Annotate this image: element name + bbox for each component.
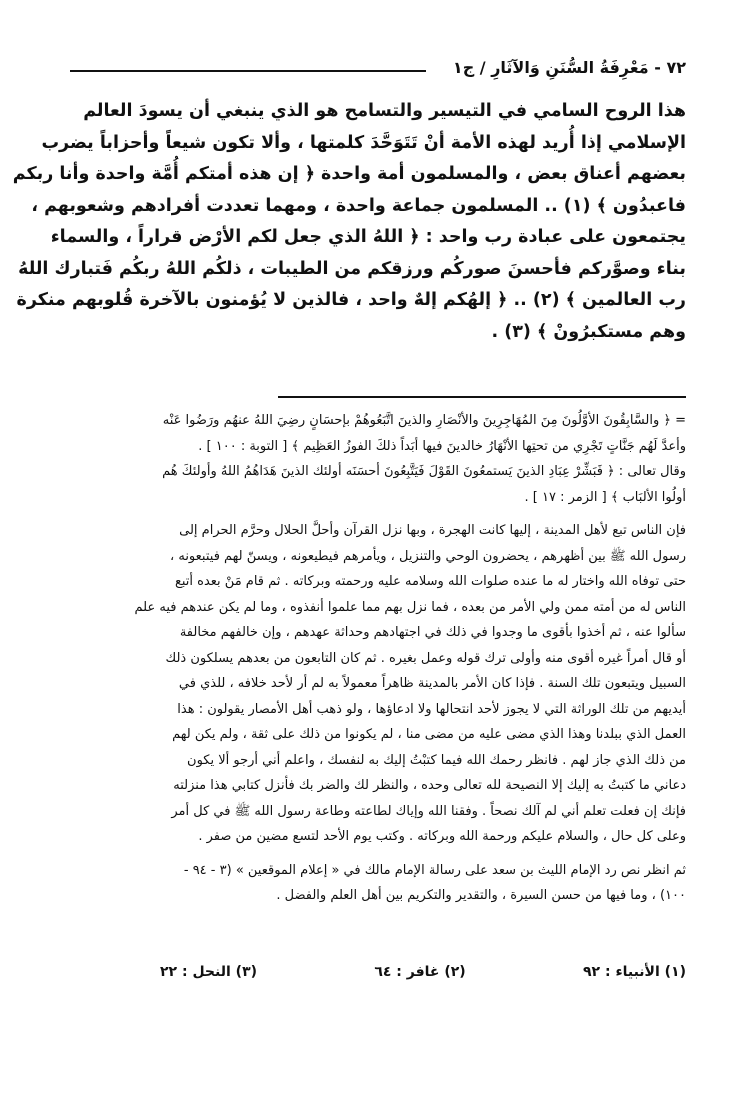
header-title: ٧٢ - مَعْرِفَةُ السُّنَنِ وَالآثَارِ / ج١ <box>452 58 686 77</box>
footnote-line: وعلى كل حال ، والسلام عليكم ورحمة الله وبركاته . وكتب يوم الأحد لتسع مضين من صفر . <box>198 829 686 844</box>
footnote-line: من ذلك الذي جاز لهم . فانظر رحمك الله فيما كتبْتُ إليك به لنفسك ، واعلم أني أرجو ألا يكون <box>187 752 686 768</box>
page-header <box>70 58 686 80</box>
footnote-line: العمل الذي ببلدنا وهذا الذي مضى عليه من مضى منا ، لم يكونوا من ذلك على ثقة ، ولم يكن لهم <box>172 727 686 742</box>
footnote-line: فإنك إن فعلت تعلم أني لم آلك نصحاً . وفقنا الله وإياك لطاعته وطاعة رسول الله ﷺ في كل أمر <box>171 803 686 819</box>
main-line: فاعبدُون ﴾ (١) .. المسلمون جماعة واحدة ، ومهما تعددت أفرادهم وشعوبهم ، <box>31 195 686 216</box>
main-line: يجتمعون على عبادة رب واحد : ﴿ اللهُ الذي جعل لكم الأرْض قراراً ، والسماء <box>50 227 686 247</box>
footnote-line: سألوا عنه ، ثم أخذوا بأقوى ما وجدوا في ذلك في اجتهادهم وحداثة عهدهم ، وإن خالفهم مخالفة <box>179 625 686 640</box>
main-line: هذا الروح السامي في التيسير والتسامح هو الذي ينبغي أن يسودَ العالم <box>83 101 686 121</box>
main-line: رب العالمين ﴾ (٢) .. ﴿ إلهُكم إلهٌ واحد ، فالذين لا يُؤمنون بالآخرة قُلوبهم منكرة <box>16 290 686 310</box>
footnote-line: أيديهم من تلك الوراثة التي لا يجوز لأحد انتحالها ولا ادعاؤها ، ولو ذهب أهل الأمصار يقولون : هذا <box>177 701 686 717</box>
references <box>160 964 686 980</box>
footnote-divider <box>278 396 686 398</box>
footnote-line: أولُوا الألبَاب ﴾ [ الزمر : ١٧ ] . <box>524 489 686 505</box>
main-text <box>12 96 686 348</box>
footnote-line: ١٠٠) ، وما فيها من حسن السيرة ، والتقدير والتكريم بين أهل العلم والفضل . <box>276 888 686 903</box>
footnote-line: وأعدَّ لَهُم جَنَّاتٍ تَجْرِي من تحتِها الأنْهَارُ خالدينَ فيها أبَداً ذلكَ الفوزُ العَظِيم ﴾ [ التوبة : ١٠٠ ] . <box>198 438 686 454</box>
footnote-line: الناس له من أمته ممن ولي الأمر من بعده ، فما نزل بهم مما علموا أنفذوه ، وما لم يكن عندهم فيه علم <box>134 599 686 615</box>
footnote-line: حتى توفاه الله واختار له ما عنده صلوات الله وسلامه عليه ورحمته وبركاته . ثم قام مَنْ بعده أتبع <box>174 574 686 589</box>
header-rule <box>70 70 426 72</box>
main-line: بعضهم أعناق بعض ، والمسلمون أمة واحدة ﴿ إن هذه أمتكم أُمَّة واحدة وأنا ربكم <box>12 164 686 184</box>
main-line: وهم مستكبرُونْ ﴾ (٣) . <box>491 321 686 342</box>
footnote-line: دعاني ما كتبتُ به إليك إلا النصيحة لله تعالى وحده ، والنظر لك والضر بك فأنزل كتابي هذا منزلته <box>173 778 686 793</box>
main-line: الإسلامي إذا أُريد لهذه الأمة أنْ تَتَوَحَّدَ كلمتها ، وألا تكون شيعاً وأحزاباً يضرب <box>41 132 686 153</box>
main-line: بناء وصوَّركم فأحسنَ صوركُم ورزقكم من الطيبات ، ذلكُم اللهُ ربكُم فَتبارك اللهُ <box>18 258 686 279</box>
footnotes <box>70 408 686 909</box>
footnote-line: ثم انظر نص رد الإمام الليث بن سعد على رسالة الإمام مالك في « إعلام الموقعين » (٣ - ٩٤ - <box>183 862 686 878</box>
footnote-line: رسول الله ﷺ بين أظهرهم ، يحضرون الوحي والتنزيل ، ويأمرهم فيطيعونه ، ويسنّ لهم فيتبعونه ، <box>170 548 686 564</box>
footnote-line: = ﴿ والسَّابِقُونَ الأوَّلُونَ مِنَ المُهَاجِرِينَ والأنْصَارِ والذينَ اتَّبَعُوهُمْ بإحسَانٍ رضِيَ اللهُ عنهُم ورَضُوا عَنْه <box>162 413 686 428</box>
footnote-line: السبيل ويتبعون تلك السنة . فإذا كان الأمر بالمدينة ظاهراً معمولاً به لم أر لأحد خلافه ، للذي في <box>178 676 686 691</box>
footnote-line: وقال تعالى : ﴿ فَبَشِّرْ عِبَادِ الذينَ يَستمعُونَ القَوْلَ فَيَتَّبِعُونَ أحسَنَه أولئك الذينَ هَدَاهُمُ اللهُ وأولئكَ هُم <box>162 464 686 479</box>
footnote-line: فإن الناس تبع لأهل المدينة ، إليها كانت الهجرة ، وبها نزل القرآن وأحلَّ الحلال وحرَّم الحرام إلى <box>179 523 686 538</box>
footnote-line: أو قال أمراً غيره أقوى منه وأولى ترك قوله وعمل بغيره . ثم كان التابعون من بعدهم يسلكون ذلك <box>165 650 686 666</box>
reference-2: (٢) غافر : ٦٤ <box>374 964 466 980</box>
reference-3: (٣) النحل : ٢٢ <box>160 964 258 980</box>
reference-1: (١) الأنبياء : ٩٢ <box>583 964 686 980</box>
